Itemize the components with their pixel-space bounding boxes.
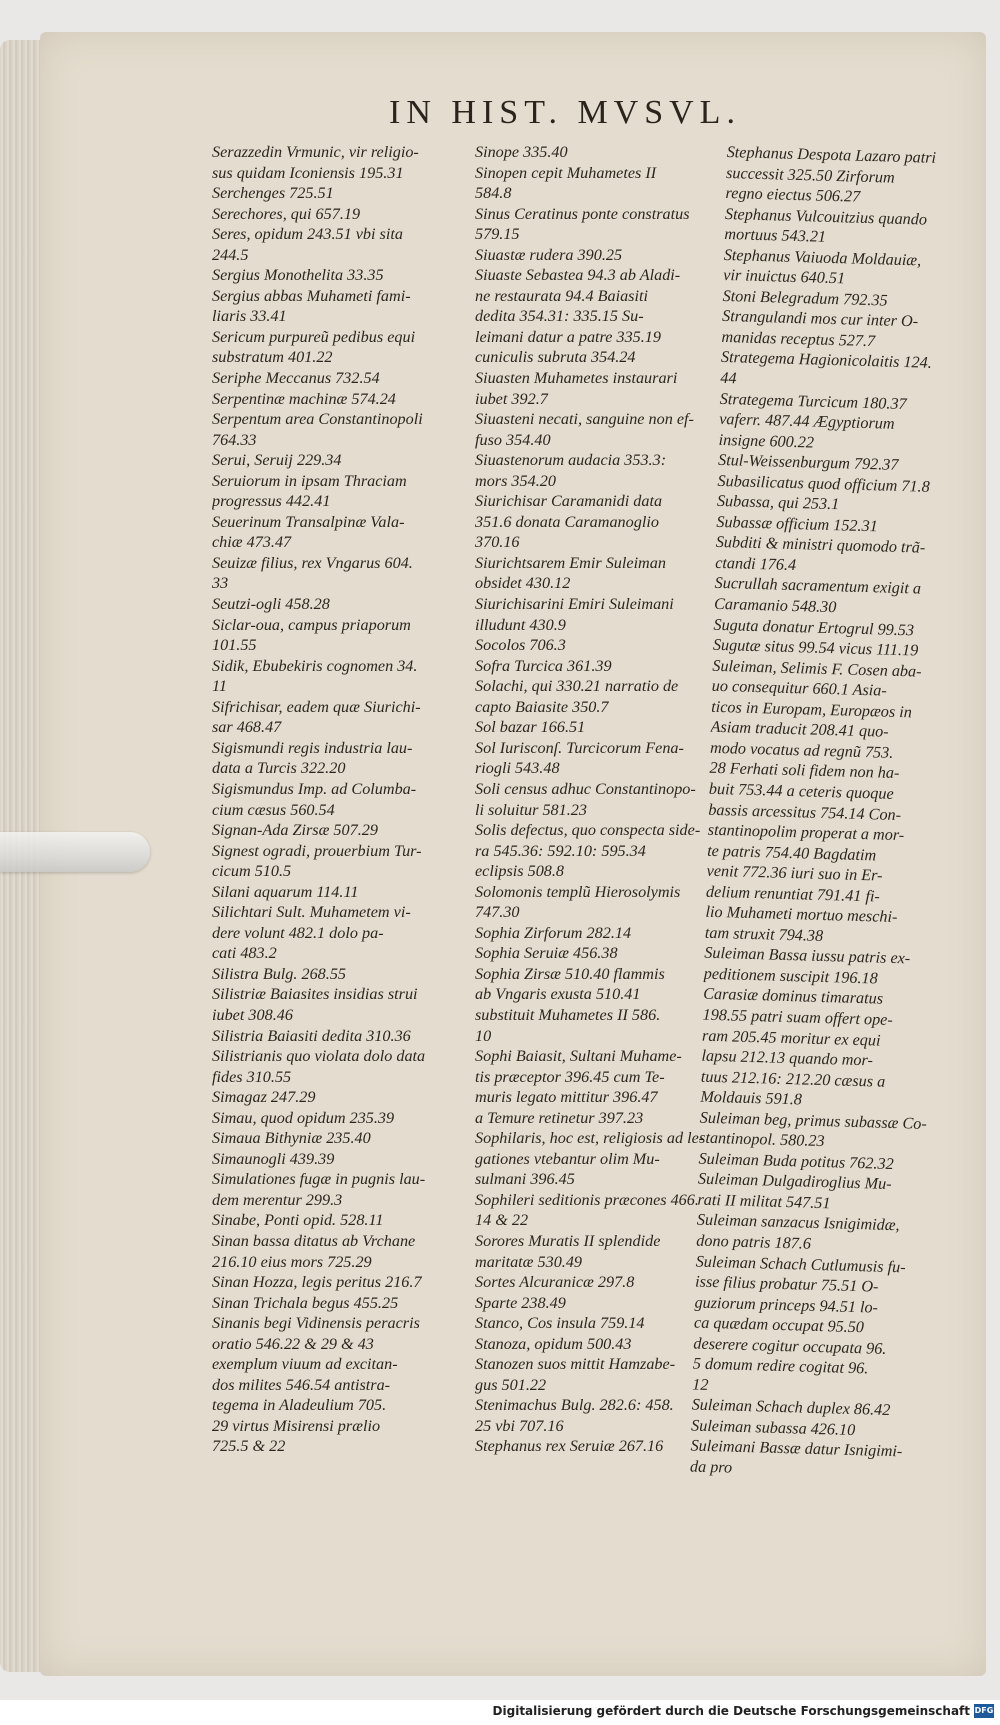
index-line: Seuerinum Transalpinæ Vala- <box>212 512 405 531</box>
index-line: stantinopolim properat a mor- <box>707 820 905 845</box>
index-line: Stephanus Vaiuoda Moldauiæ, <box>723 245 922 270</box>
index-line: muris legato mittitur 396.47 <box>475 1088 658 1107</box>
index-line: Sergius Monothelita 33.35 <box>212 266 384 285</box>
index-column-1 <box>212 142 468 1457</box>
index-line: Silistra Bulg. 268.55 <box>212 964 347 983</box>
index-line: sus quidam Iconiensis 195.31 <box>212 163 404 182</box>
index-line: Serpentum area Constantinopoli <box>212 410 423 429</box>
index-line: Sergius abbas Muhameti fami- <box>212 286 411 305</box>
index-line: Sinan Trichala begus 455.25 <box>212 1293 399 1312</box>
index-line: riogli 543.48 <box>475 759 560 778</box>
index-line: Serechores, qui 657.19 <box>212 204 361 223</box>
index-line: data a Turcis 322.20 <box>212 759 346 778</box>
index-line: 216.10 eius mors 725.29 <box>212 1252 372 1271</box>
index-line: Stephanus Vulcouitzius quando <box>724 204 928 229</box>
index-line: gus 501.22 <box>475 1375 547 1394</box>
index-line: Siuastenorum audacia 353.3: <box>475 451 667 470</box>
index-line: 370.16 <box>475 533 520 552</box>
index-line: Suguta donatur Ertogrul 99.53 <box>713 615 915 639</box>
index-line: guziorum princeps 94.51 lo- <box>694 1293 879 1317</box>
index-line: Solis defectus, quo conspecta side- <box>475 821 701 840</box>
index-line: lio Muhameti mortuo meschi- <box>705 902 898 927</box>
index-line: da pro <box>689 1457 733 1477</box>
index-line: tis præceptor 396.45 cum Te- <box>475 1067 665 1086</box>
index-line: ram 205.45 moritur ex equi <box>701 1026 881 1050</box>
index-line: Sinanis begi Vidinensis peracris <box>212 1314 420 1333</box>
index-line: 10 <box>475 1026 492 1045</box>
index-line: Sericum purpureũ pedibus equi <box>212 327 416 346</box>
index-line: Sinopen cepit Muhametes II <box>475 163 657 182</box>
index-column-3 <box>690 142 960 1484</box>
index-line: tam struxit 794.38 <box>704 923 824 945</box>
index-line: illudunt 430.9 <box>475 615 566 634</box>
index-line: Silistria Baiasiti dedita 310.36 <box>212 1026 411 1045</box>
index-line: Soli census adhuc Constantinopo- <box>475 779 696 798</box>
index-column-2 <box>475 142 713 1457</box>
index-line: Suleiman, Selimis F. Cosen aba- <box>712 656 922 681</box>
index-line: Sigismundi regis industria lau- <box>212 738 413 757</box>
index-line: dono patris 187.6 <box>696 1231 812 1253</box>
index-line: Serpentinæ machinæ 574.24 <box>212 389 396 408</box>
index-line: 351.6 donata Caramanoglio <box>475 512 659 531</box>
index-line: liaris 33.41 <box>212 307 287 326</box>
index-line: Serchenges 725.51 <box>212 184 334 203</box>
index-line: maritatæ 530.49 <box>475 1252 583 1271</box>
index-line: Sophileri seditionis præcones 466. <box>475 1190 699 1209</box>
index-line: sar 468.47 <box>212 718 282 737</box>
index-line: a Temure retinetur 397.23 <box>475 1108 644 1127</box>
index-line: mors 354.20 <box>475 471 556 490</box>
index-line: tuus 212.16: 212.20 cæsus a <box>700 1067 886 1091</box>
index-line: Suleiman Schach duplex 86.42 <box>691 1395 891 1420</box>
index-line: Sol Iurisconſ. Turcicorum Fena- <box>475 738 684 757</box>
index-line: Strategema Turcicum 180.37 <box>719 389 907 413</box>
index-line: Strangulandi mos cur inter O- <box>721 307 919 331</box>
index-line: cium cæsus 560.54 <box>212 800 335 819</box>
index-line: 244.5 <box>212 245 249 264</box>
index-line: progressus 442.41 <box>212 492 331 511</box>
index-line: Simaunogli 439.39 <box>212 1149 335 1168</box>
index-line: Simaua Bithyniæ 235.40 <box>212 1129 371 1148</box>
index-line: Stephanus Despota Lazaro patri <box>726 142 937 167</box>
footer-bar <box>0 1700 1000 1725</box>
index-line: Sinus Ceratinus ponte constratus <box>475 204 690 223</box>
index-line: 28 Ferhati soli fidem non ha- <box>709 759 900 783</box>
index-line: Siurichisarini Emiri Suleimani <box>475 595 674 614</box>
index-line: Stanoza, opidum 500.43 <box>475 1334 632 1353</box>
index-line: buit 753.44 a ceteris quoque <box>708 779 894 803</box>
index-line: Subditi & ministri quomodo trã- <box>715 533 926 558</box>
index-line: Suleiman subassa 426.10 <box>690 1416 856 1439</box>
index-line: Suleiman beg, primus subassæ Co- <box>699 1108 928 1133</box>
index-line: modo vocatus ad regnũ 753. <box>709 738 894 762</box>
index-line: Sidik, Ebubekiris cognomen 34. <box>212 656 418 675</box>
index-line: Sinabe, Ponti opid. 528.11 <box>212 1211 384 1230</box>
index-line: Stephanus rex Seruiæ 267.16 <box>475 1437 664 1456</box>
index-line: dem merentur 299.3 <box>212 1190 343 1209</box>
index-line: Sigismundus Imp. ad Columba- <box>212 779 417 798</box>
index-line: Silistrianis quo violata dolo data <box>212 1047 426 1066</box>
index-line: ca quædam occupat 95.50 <box>693 1313 865 1337</box>
index-line: Socolos 706.3 <box>475 636 566 655</box>
index-line: Seruiorum in ipsam Thraciam <box>212 471 407 490</box>
index-line: Sinan bassa ditatus ab Vrchane <box>212 1231 416 1250</box>
index-line: Strategema Hagionicolaitis 124. <box>720 348 933 373</box>
index-line: li soluitur 581.23 <box>475 800 587 819</box>
index-line: Seriphe Meccanus 732.54 <box>212 369 380 388</box>
index-line: capto Baiasite 350.7 <box>475 697 609 716</box>
index-line: 584.8 <box>475 184 512 203</box>
running-header: IN HIST. MVSVL. <box>389 94 741 131</box>
index-line: Sifrichisar, eadem quæ Siurichi- <box>212 697 421 716</box>
index-line: chiæ 473.47 <box>212 533 292 552</box>
index-line: fides 310.55 <box>212 1067 292 1086</box>
index-line: eclipsis 508.8 <box>475 862 565 881</box>
index-line: cati 483.2 <box>212 944 277 963</box>
index-line: 101.55 <box>212 636 257 655</box>
index-line: stantinopol. 580.23 <box>698 1128 825 1151</box>
index-line: Sucrullah sacramentum exigit a <box>714 574 922 599</box>
index-line: Caramanio 548.30 <box>713 594 837 617</box>
index-line: te patris 754.40 Bagdatim <box>706 841 877 865</box>
index-line: successit 325.50 Zirforum <box>725 163 895 187</box>
index-line: Sol bazar 166.51 <box>475 718 586 737</box>
index-line: ticos in Europam, Europæos in <box>710 697 913 722</box>
index-line: dere volunt 482.1 dolo pa- <box>212 923 384 942</box>
index-line: Stenimachus Bulg. 282.6: 458. <box>475 1396 674 1415</box>
index-line: Simau, quod opidum 235.39 <box>212 1108 395 1127</box>
index-line: Suleiman sanzacus Isnigimidæ, <box>696 1211 900 1235</box>
index-line: vir inuictus 640.51 <box>723 266 846 288</box>
index-line: fuso 354.40 <box>475 430 551 449</box>
index-line: Silani aquarum 114.11 <box>212 882 359 901</box>
index-line: mortuus 543.21 <box>724 225 827 246</box>
index-line: bassis arcessitus 754.14 Con- <box>708 800 902 824</box>
index-line: Seutzi-ogli 458.28 <box>212 595 330 614</box>
index-line: delium renuntiat 791.41 fi- <box>705 882 881 906</box>
index-line: Signan-Ada Zirsæ 507.29 <box>212 821 378 840</box>
index-line: Suleimani Bassæ datur Isnigimi- <box>690 1436 903 1461</box>
index-line: Stoni Belegradum 792.35 <box>722 286 888 310</box>
index-line: Suleiman Bassa iussu patris ex- <box>704 944 911 968</box>
index-line: Serazzedin Vrmunic, vir religio- <box>212 143 419 161</box>
index-line: Siurichisar Caramanidi data <box>475 492 663 511</box>
index-line: Subassæ officium 152.31 <box>716 512 879 536</box>
index-line: dos milites 546.54 antistra- <box>212 1375 391 1394</box>
index-line: Siclar-oua, campus priaporum <box>212 615 411 634</box>
index-line: Asiam traducit 208.41 quo- <box>710 718 889 742</box>
index-line: iubet 308.46 <box>212 1005 293 1024</box>
funding-notice: Digitalisierung gefördert durch die Deutsche Forschungsgemeinschaft <box>492 1704 970 1718</box>
index-line: 44 <box>720 368 737 388</box>
index-line: Moldauis 591.8 <box>700 1087 803 1109</box>
index-line: Sofra Turcica 361.39 <box>475 656 612 675</box>
index-line: 33 <box>212 574 229 593</box>
index-line: Subasilicatus quod officium 71.8 <box>717 471 930 496</box>
index-line: Solachi, qui 330.21 narratio de <box>475 677 679 696</box>
index-line: Sorores Muratis II splendide <box>475 1231 661 1250</box>
index-line: lapsu 212.13 quando mor- <box>701 1046 874 1070</box>
index-line: 14 & 22 <box>475 1211 529 1230</box>
index-line: Solomonis templũ Hierosolymis <box>475 882 681 901</box>
index-line: Stul-Weissenburgum 792.37 <box>717 451 899 475</box>
index-line: peditionem suscipit 196.18 <box>703 964 878 988</box>
index-line: Sparte 238.49 <box>475 1293 566 1312</box>
index-line: ab Vngaris exusta 510.41 <box>475 985 641 1004</box>
index-line: Sinan Hozza, legis peritus 216.7 <box>212 1273 422 1292</box>
index-line: 725.5 & 22 <box>212 1437 286 1456</box>
index-line: ne restaurata 94.4 Baiasiti <box>475 286 648 305</box>
index-line: Seres, opidum 243.51 vbi sita <box>212 225 403 244</box>
index-line: manidas receptus 527.7 <box>721 327 876 351</box>
index-line: deserere cogitur occupata 96. <box>693 1334 887 1358</box>
index-line: 579.15 <box>475 225 520 244</box>
index-line: Sophia Zirforum 282.14 <box>475 923 632 942</box>
index-line: cicum 510.5 <box>212 862 292 881</box>
index-line: Stanozen suos mittit Hamzabe- <box>475 1355 676 1374</box>
index-line: leimani datur a patre 335.19 <box>475 327 661 346</box>
index-line: Siurichtsarem Emir Suleiman <box>475 553 666 572</box>
index-line: 11 <box>212 677 227 696</box>
index-line: Simagaz 247.29 <box>212 1088 316 1107</box>
index-line: iubet 392.7 <box>475 389 548 408</box>
index-line: exemplum viuum ad excitan- <box>212 1355 398 1374</box>
index-line: uo consequitur 660.1 Asia- <box>711 677 888 700</box>
index-line: vaferr. 487.44 Ægyptiorum <box>719 410 895 433</box>
index-line: Silistriæ Baiasites insidias strui <box>212 985 418 1004</box>
index-line: Sophia Seruiæ 456.38 <box>475 944 618 963</box>
index-line: venit 772.36 iuri suo in Er- <box>706 861 883 885</box>
index-line: Silichtari Sult. Muhametem vi- <box>212 903 411 922</box>
index-line: ctandi 176.4 <box>714 553 797 575</box>
index-line: 747.30 <box>475 903 520 922</box>
index-line: Carasiæ dominus timaratus <box>702 985 884 1009</box>
index-line: tegema in Aladeulium 705. <box>212 1396 387 1415</box>
index-line: 29 virtus Misirensi prælio <box>212 1416 381 1435</box>
index-line: Subassa, qui 253.1 <box>716 492 840 514</box>
index-line: 5 domum redire cogitat 96. <box>692 1354 869 1378</box>
index-line: cuniculis subruta 354.24 <box>475 348 636 367</box>
index-line: Sophia Zirsæ 510.40 flammis <box>475 964 665 983</box>
index-line: rati II militat 547.51 <box>697 1190 831 1213</box>
index-line: Seuizæ filius, rex Vngarus 604. <box>212 553 413 572</box>
index-line: Sortes Alcuranicæ 297.8 <box>475 1273 635 1292</box>
page-clip <box>0 832 150 872</box>
index-line: Siuastæ rudera 390.25 <box>475 245 623 264</box>
index-line: 12 <box>692 1375 709 1394</box>
index-line: oratio 546.22 & 29 & 43 <box>212 1334 374 1353</box>
dfg-logo: DFG <box>974 1704 994 1718</box>
index-line: gationes vtebantur olim Mu- <box>475 1149 660 1168</box>
index-line: Siuasteni necati, sanguine non ef- <box>475 410 694 429</box>
index-line: Siuaste Sebastea 94.3 ab Aladi- <box>475 266 681 285</box>
index-line: substratum 401.22 <box>212 348 333 367</box>
index-line: isse filius probatur 75.51 O- <box>694 1272 879 1296</box>
index-line: Simulationes fugæ in pugnis lau- <box>212 1170 426 1189</box>
index-line: 198.55 patri suam offert ope- <box>702 1005 894 1029</box>
index-line: ra 545.36: 592.10: 595.34 <box>475 841 646 860</box>
index-line: Sophi Baiasit, Sultani Muhame- <box>475 1047 682 1066</box>
index-line: Suleiman Dulgadiroglius Mu- <box>697 1169 892 1194</box>
index-line: regno eiectus 506.27 <box>725 184 861 206</box>
index-line: sulmani 396.45 <box>475 1170 575 1189</box>
index-line: Sugutæ situs 99.54 vicus 111.19 <box>712 635 919 660</box>
index-line: 25 vbi 707.16 <box>475 1416 564 1435</box>
index-line: Suleiman Schach Cutlumusis fu- <box>695 1252 906 1276</box>
index-line: Serui, Seruij 229.34 <box>212 451 342 470</box>
index-line: Sophilaris, hoc est, religiosis ad le- <box>475 1129 705 1148</box>
index-line: Sinope 335.40 <box>475 143 568 161</box>
index-line: Siuasten Muhametes instaurari <box>475 369 678 388</box>
index-line: insigne 600.22 <box>718 430 815 452</box>
index-line: obsidet 430.12 <box>475 574 571 593</box>
index-line: 764.33 <box>212 430 257 449</box>
index-line: Suleiman Buda potitus 762.32 <box>698 1149 894 1173</box>
index-line: substituit Muhametes II 586. <box>475 1005 661 1024</box>
index-line: Signest ogradi, prouerbium Tur- <box>212 841 422 860</box>
index-line: Stanco, Cos insula 759.14 <box>475 1314 645 1333</box>
index-line: dedita 354.31: 335.15 Su- <box>475 307 644 326</box>
